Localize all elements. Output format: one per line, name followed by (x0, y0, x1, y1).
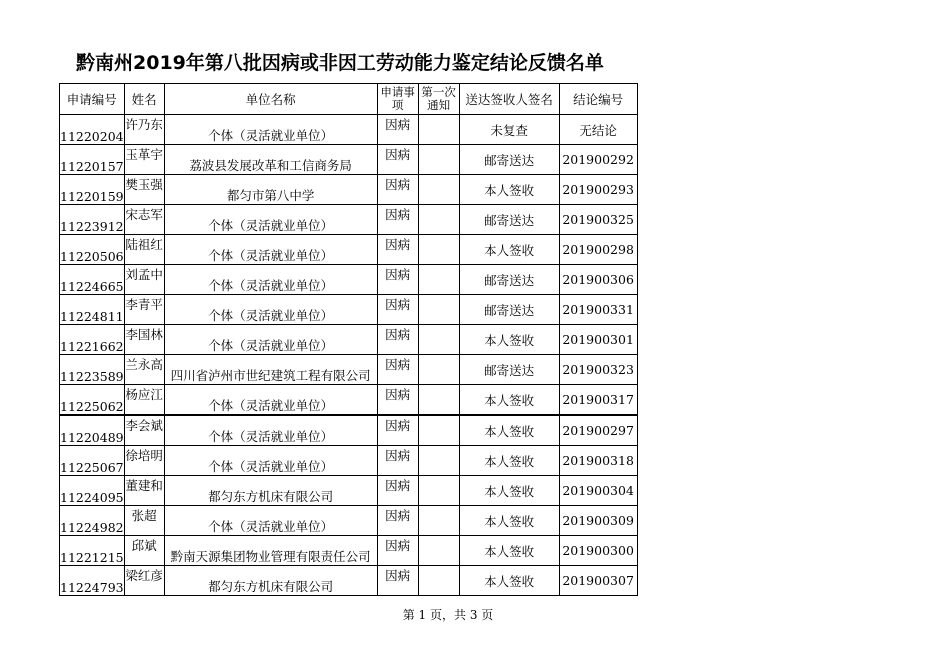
cell-first-notice (418, 355, 459, 385)
cell-signature: 本人签收 (459, 385, 559, 416)
cell-signature: 邮寄送达 (459, 265, 559, 295)
cell-type: 因病 (377, 325, 418, 355)
cell-application-id: 11224793 (60, 566, 125, 596)
cell-conclusion-no: 201900309 (559, 506, 637, 536)
cell-unit: 个体（灵活就业单位） (164, 115, 377, 145)
header-conclusion: 结论编号 (559, 84, 637, 115)
table-row (60, 415, 638, 446)
cell-application-id: 11223589 (60, 355, 125, 385)
header-unit: 单位名称 (164, 84, 377, 115)
cell-first-notice (418, 265, 459, 295)
cell-unit: 荔波县发展改革和工信商务局 (164, 145, 377, 175)
cell-application-id: 11220157 (60, 145, 125, 175)
cell-application-id: 11221215 (60, 536, 125, 566)
cell-unit: 都匀东方机床有限公司 (164, 566, 377, 596)
cell-name: 邱斌 (124, 536, 164, 566)
cell-signature: 本人签收 (459, 536, 559, 566)
cell-signature: 邮寄送达 (459, 205, 559, 235)
cell-signature: 邮寄送达 (459, 145, 559, 175)
cell-signature: 本人签收 (459, 415, 559, 446)
cell-name: 陆祖红 (124, 235, 164, 265)
cell-application-id: 11220204 (60, 115, 125, 145)
table-row (60, 476, 638, 506)
cell-name: 兰永高 (124, 355, 164, 385)
header-id: 申请编号 (60, 84, 125, 115)
cell-name: 董建和 (124, 476, 164, 506)
cell-type: 因病 (377, 115, 418, 145)
cell-application-id: 11224811 (60, 295, 125, 325)
cell-first-notice (418, 536, 459, 566)
cell-name: 樊玉强 (124, 175, 164, 205)
cell-name: 许乃东 (124, 115, 164, 145)
result-table (59, 83, 638, 596)
cell-type: 因病 (377, 355, 418, 385)
cell-signature: 本人签收 (459, 175, 559, 205)
cell-conclusion-no: 201900318 (559, 446, 637, 476)
cell-unit: 个体（灵活就业单位） (164, 265, 377, 295)
cell-signature: 本人签收 (459, 446, 559, 476)
cell-conclusion-no: 201900297 (559, 415, 637, 446)
cell-name: 李会斌 (124, 415, 164, 446)
cell-application-id: 11220159 (60, 175, 125, 205)
cell-name: 宋志军 (124, 205, 164, 235)
cell-signature: 本人签收 (459, 235, 559, 265)
cell-first-notice (418, 325, 459, 355)
cell-conclusion-no: 201900298 (559, 235, 637, 265)
cell-name: 梁红彦 (124, 566, 164, 596)
cell-application-id: 11225062 (60, 385, 125, 416)
table-row (60, 175, 638, 205)
cell-unit: 个体（灵活就业单位） (164, 446, 377, 476)
cell-name: 李青平 (124, 295, 164, 325)
cell-application-id: 11224665 (60, 265, 125, 295)
page-title: 黔南州2019年第八批因病或非因工劳动能力鉴定结论反馈名单 (76, 52, 604, 74)
cell-first-notice (418, 566, 459, 596)
table-row (60, 235, 638, 265)
header-row (60, 84, 638, 115)
table-row (60, 145, 638, 175)
cell-conclusion-no: 201900317 (559, 385, 637, 416)
table-row (60, 115, 638, 145)
cell-first-notice (418, 175, 459, 205)
table-row (60, 355, 638, 385)
page-footer (0, 606, 936, 623)
cell-name: 杨应江 (124, 385, 164, 416)
cell-conclusion-no: 201900304 (559, 476, 637, 506)
cell-unit: 个体（灵活就业单位） (164, 325, 377, 355)
cell-signature: 邮寄送达 (459, 355, 559, 385)
table-row (60, 295, 638, 325)
cell-first-notice (418, 476, 459, 506)
table-row (60, 265, 638, 295)
cell-unit: 个体（灵活就业单位） (164, 235, 377, 265)
header-name: 姓名 (124, 84, 164, 115)
cell-unit: 都匀市第八中学 (164, 175, 377, 205)
cell-application-id: 11220506 (60, 235, 125, 265)
cell-type: 因病 (377, 145, 418, 175)
cell-type: 因病 (377, 446, 418, 476)
cell-type: 因病 (377, 566, 418, 596)
cell-conclusion-no: 201900292 (559, 145, 637, 175)
table-row (60, 566, 638, 596)
cell-unit: 四川省泸州市世纪建筑工程有限公司 (164, 355, 377, 385)
cell-application-id: 11224095 (60, 476, 125, 506)
cell-application-id: 11225067 (60, 446, 125, 476)
cell-conclusion-no: 201900307 (559, 566, 637, 596)
cell-first-notice (418, 295, 459, 325)
cell-application-id: 11220489 (60, 415, 125, 446)
header-type: 申请事项 (377, 84, 418, 115)
cell-name: 李国林 (124, 325, 164, 355)
cell-conclusion-no: 201900331 (559, 295, 637, 325)
cell-first-notice (418, 235, 459, 265)
cell-first-notice (418, 415, 459, 446)
table-row (60, 325, 638, 355)
cell-type: 因病 (377, 175, 418, 205)
cell-type: 因病 (377, 235, 418, 265)
cell-unit: 个体（灵活就业单位） (164, 415, 377, 446)
cell-first-notice (418, 385, 459, 416)
cell-type: 因病 (377, 506, 418, 536)
cell-unit: 个体（灵活就业单位） (164, 506, 377, 536)
cell-signature: 本人签收 (459, 325, 559, 355)
cell-signature: 本人签收 (459, 506, 559, 536)
cell-unit: 个体（灵活就业单位） (164, 385, 377, 416)
cell-type: 因病 (377, 265, 418, 295)
cell-first-notice (418, 506, 459, 536)
cell-application-id: 11221662 (60, 325, 125, 355)
cell-signature: 未复查 (459, 115, 559, 145)
cell-conclusion-no: 201900306 (559, 265, 637, 295)
cell-name: 玉革宇 (124, 145, 164, 175)
cell-name: 刘孟中 (124, 265, 164, 295)
cell-unit: 个体（灵活就业单位） (164, 295, 377, 325)
cell-first-notice (418, 446, 459, 476)
page-number: 第 1 页，共 3 页 (402, 608, 494, 622)
cell-unit: 黔南天源集团物业管理有限责任公司 (164, 536, 377, 566)
cell-signature: 本人签收 (459, 476, 559, 506)
cell-conclusion-no: 无结论 (559, 115, 637, 145)
cell-first-notice (418, 115, 459, 145)
cell-type: 因病 (377, 385, 418, 416)
table-row (60, 536, 638, 566)
cell-type: 因病 (377, 295, 418, 325)
cell-first-notice (418, 205, 459, 235)
cell-unit: 个体（灵活就业单位） (164, 205, 377, 235)
header-notice: 第一次通知 (418, 84, 459, 115)
cell-name: 徐培明 (124, 446, 164, 476)
table-row (60, 446, 638, 476)
cell-signature: 本人签收 (459, 566, 559, 596)
cell-signature: 邮寄送达 (459, 295, 559, 325)
cell-conclusion-no: 201900323 (559, 355, 637, 385)
cell-type: 因病 (377, 415, 418, 446)
cell-unit: 都匀东方机床有限公司 (164, 476, 377, 506)
cell-type: 因病 (377, 476, 418, 506)
cell-application-id: 11223912 (60, 205, 125, 235)
header-sign: 送达签收人签名 (459, 84, 559, 115)
cell-conclusion-no: 201900301 (559, 325, 637, 355)
table-row (60, 385, 638, 416)
cell-type: 因病 (377, 205, 418, 235)
cell-name: 张超 (124, 506, 164, 536)
table-row (60, 506, 638, 536)
cell-conclusion-no: 201900293 (559, 175, 637, 205)
cell-conclusion-no: 201900325 (559, 205, 637, 235)
cell-application-id: 11224982 (60, 506, 125, 536)
table-row (60, 205, 638, 235)
cell-conclusion-no: 201900300 (559, 536, 637, 566)
cell-type: 因病 (377, 536, 418, 566)
cell-first-notice (418, 145, 459, 175)
